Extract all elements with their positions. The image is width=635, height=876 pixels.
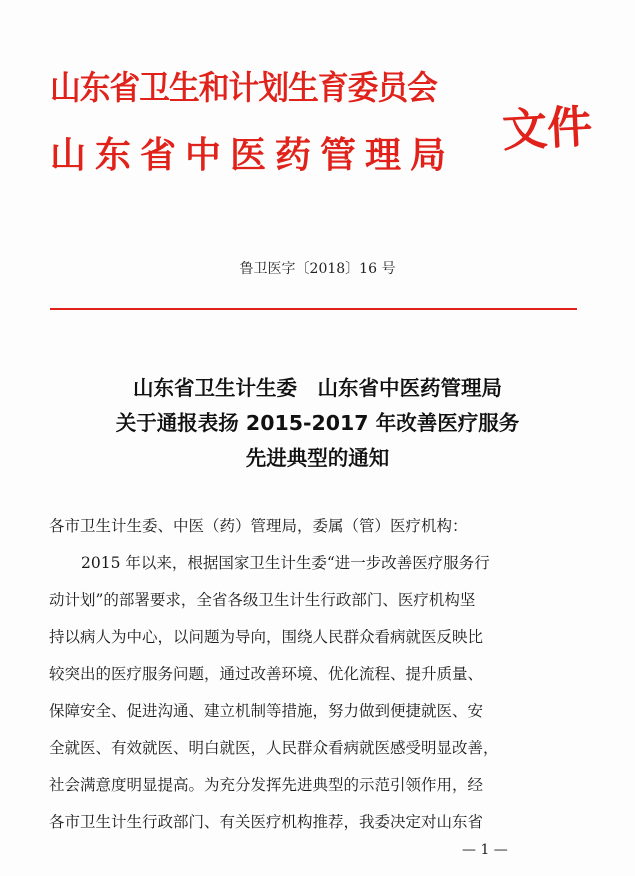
body-line-5: 保障安全、促进沟通、建立机制等措施，努力做到便捷就医、安	[49, 702, 484, 720]
issuing-org-line-1: 山东省卫生和计划生育委员会	[50, 68, 437, 107]
issuing-org-line-2: 山东省中医药管理局	[50, 135, 456, 176]
salutation: 各市卫生计生委、中医（药）管理局，委属（管）医疗机构：	[49, 517, 468, 535]
body-line-2: 动计划”的部署要求，全省各级卫生计生行政部门、医疗机构坚	[49, 591, 476, 609]
document-mark: 文件	[500, 99, 594, 158]
document-number: 鲁卫医字〔2018〕16 号	[239, 261, 396, 277]
red-divider	[50, 308, 577, 310]
body-line-4: 较突出的医疗服务问题，通过改善环境、优化流程、提升质量、	[49, 665, 484, 683]
notice-title-line-1: 山东省卫生计生委 山东省中医药管理局	[133, 376, 502, 400]
body-line-7: 社会满意度明显提高。为充分发挥先进典型的示范引领作用，经	[49, 776, 484, 794]
notice-title-line-3: 先进典型的通知	[245, 446, 390, 470]
body-line-3: 持以病人为中心，以问题为导向，围绕人民群众看病就医反映比	[49, 628, 484, 646]
body-line-6: 全就医、有效就医、明白就医，人民群众看病就医感受明显改善，	[49, 739, 499, 757]
page-number: — 1 —	[462, 842, 508, 858]
body-line-1: 2015 年以来，根据国家卫生计生委“进一步改善医疗服务行	[81, 554, 490, 572]
notice-title-line-2: 关于通报表扬 2015-2017 年改善医疗服务	[115, 411, 520, 435]
body-line-8: 各市卫生计生行政部门、有关医疗机构推荐，我委决定对山东省	[49, 813, 484, 831]
